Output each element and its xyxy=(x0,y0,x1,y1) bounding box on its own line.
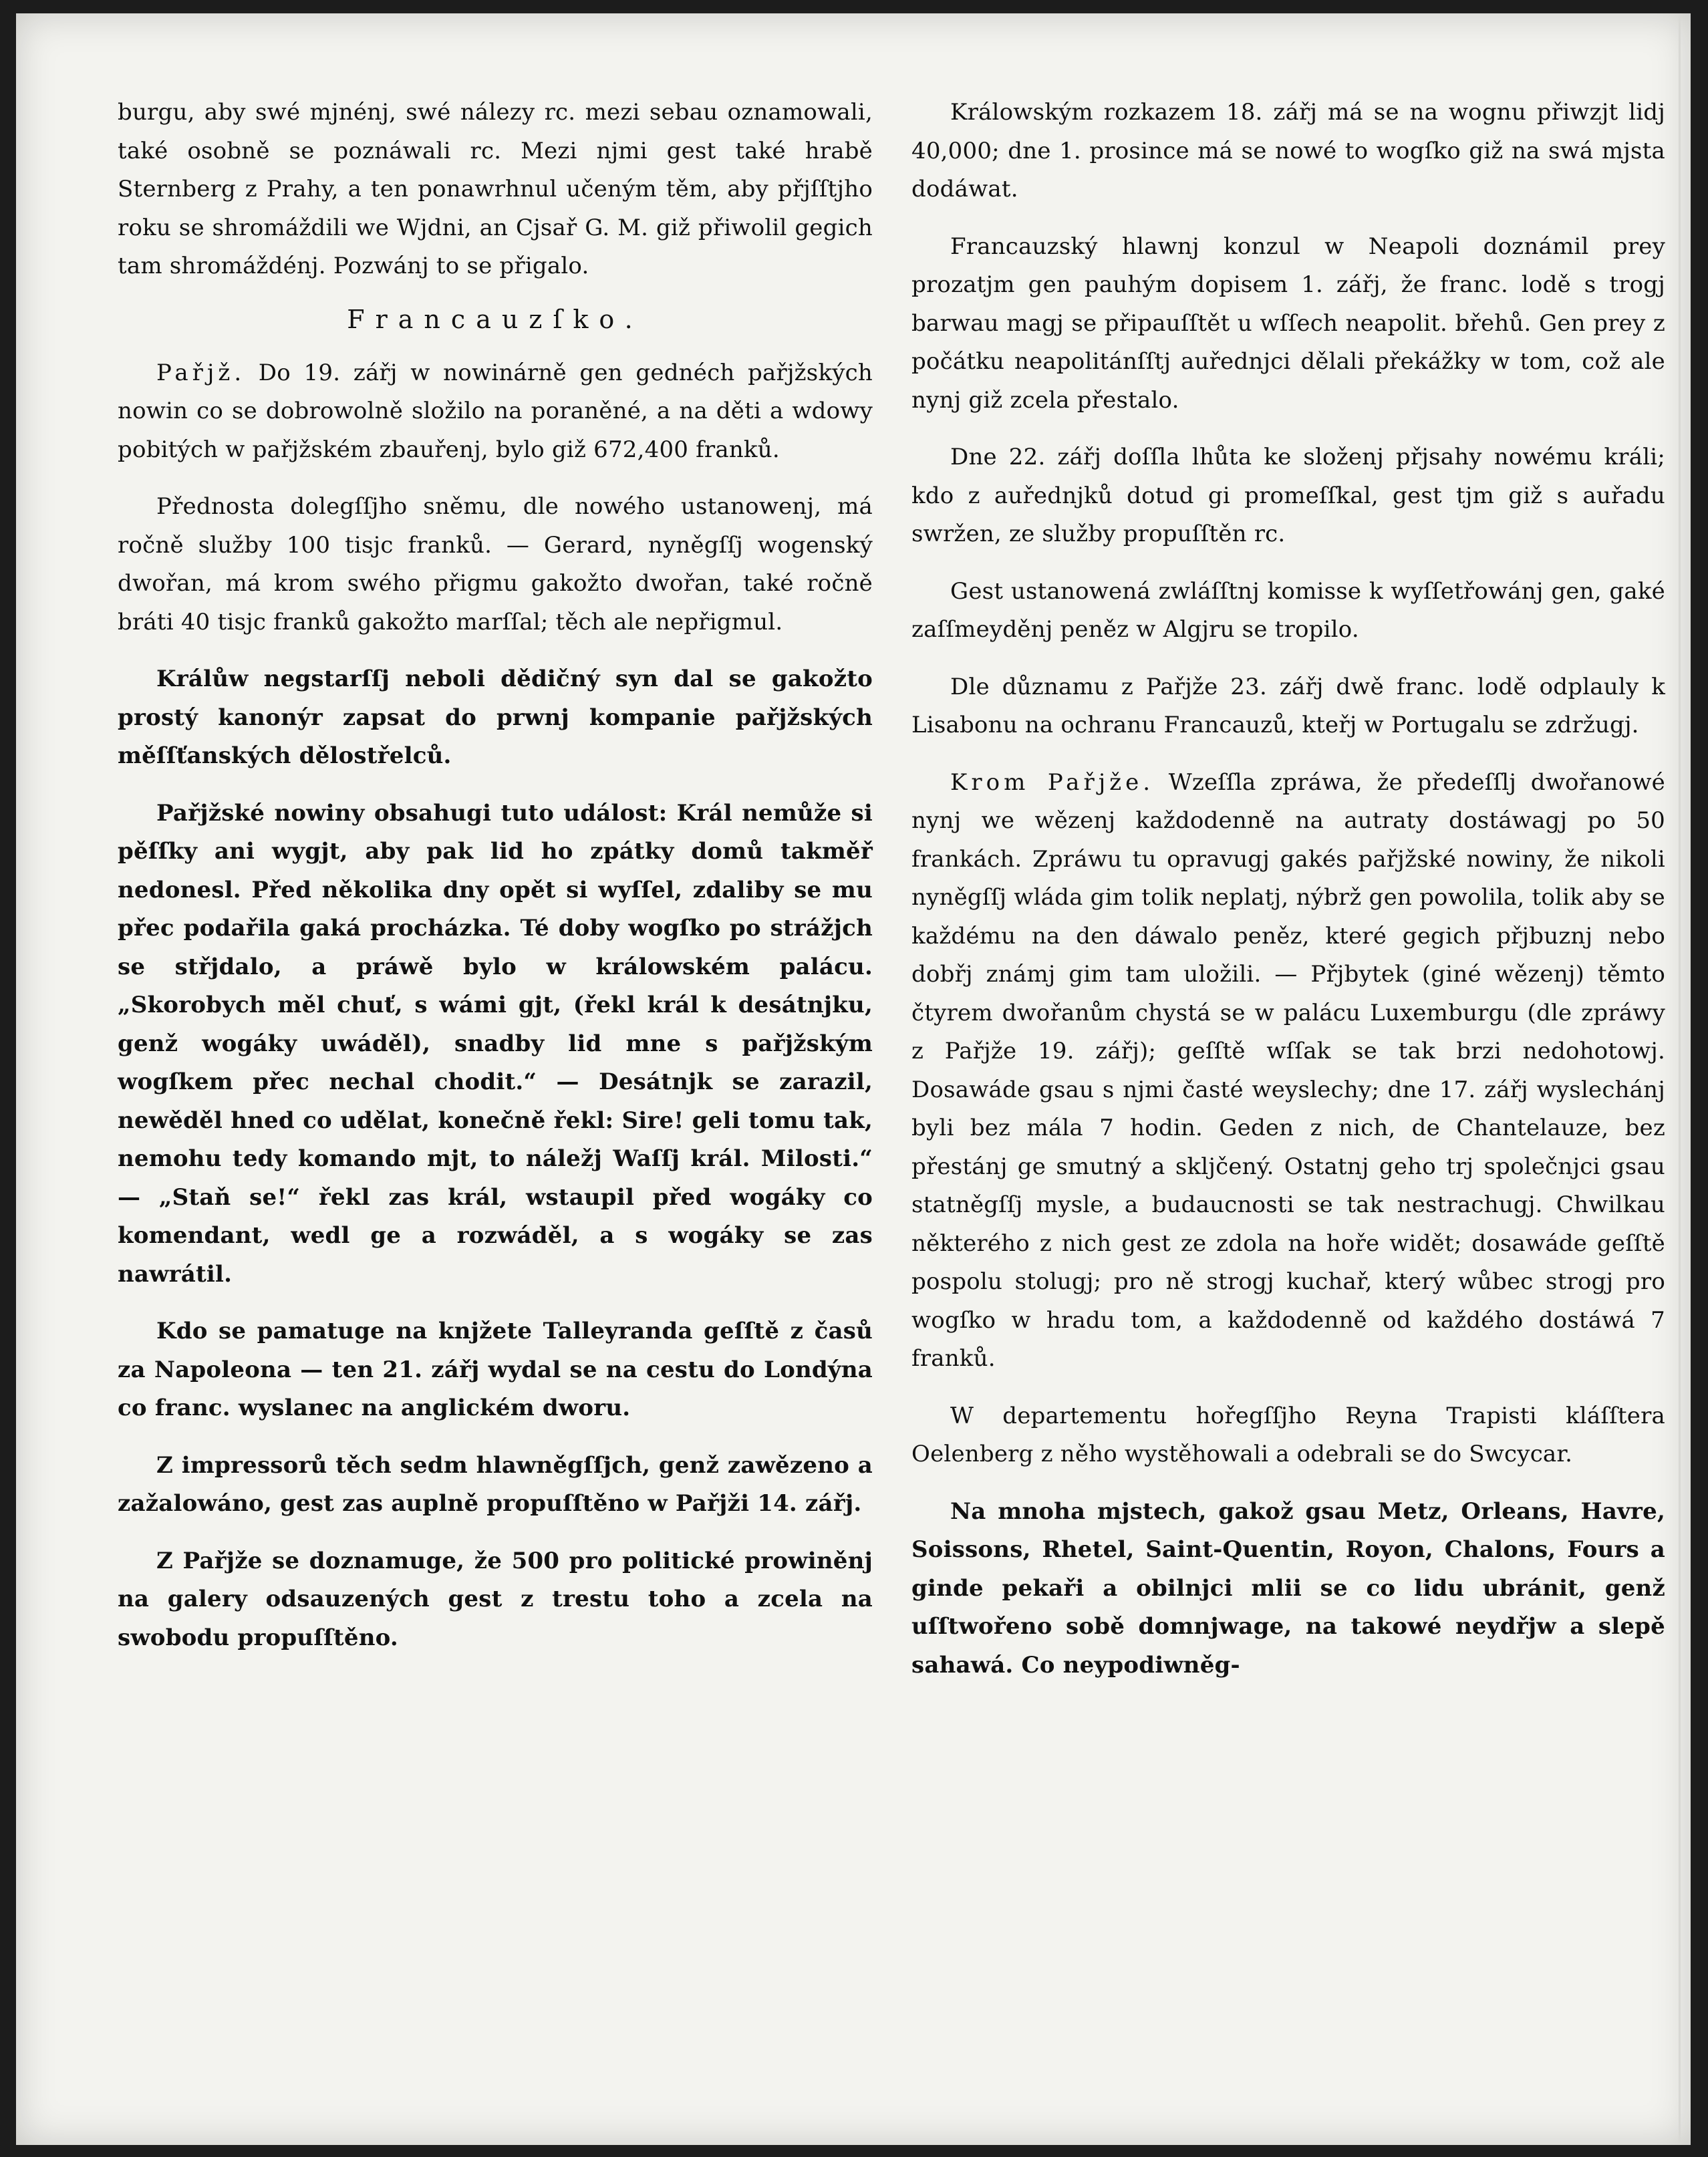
paragraph: Králůw negstarſſj neboli dědičný syn dal se gakožto prostý kanonýr zapsat do prwnj kompanie pařjžských měſſťanských dělostřelců. xyxy=(118,666,881,769)
paragraph: Králowským rozkazem 18. zářj má se na wognu přiwzjt lidj 40,000; dne 1. prosince má se nowé to wogſko giž na swá mjsta dodáwat. xyxy=(911,99,1673,202)
left-column xyxy=(118,94,881,1676)
paragraph xyxy=(118,354,881,470)
paragraph: Gest ustanowená zwláſſtnj komisse k wyſſetřowánj gen, gaké zaſſmeyděnj peněz w Algjru se tropilo. xyxy=(911,577,1673,643)
dateline: Krom Pařjže. xyxy=(950,768,1155,796)
paragraph-text: Wzeſſla zpráwa, že předeſſlj dwořanowé nynj we wězenj každodenně na autraty dostáwagj po 50 frankách. Zpráwu tu opravugj gakés pařjžské nowiny, že nikoli nyněgſſj wláda gim tolik neplatj, nýbrž gen powolila, tolik aby se každému na den dáwalo peněz, které gegich přjbuznj nebo dobřj známj gim tam uložili. — Přjbytek (giné wězenj) těmto čtyrem dwořanům chystá se w palácu Luxemburgu (dle zpráwy z Pařjže 19. zářj); geſſtě wſſak se tak brzi nedohotowj. Dosawáde gsau s njmi časté weyslechy; dne 17. zářj wyslechánj byli bez mála 7 hodin. Geden z nich, de Chantelauze, bez přestánj ge smutný a skljčený. Ostatnj geho trj společnjci gsau statněgſſj mysle, a budaucnosti se tak nestrachugj. Chwilkau některého z nich gest ze zdola na hoře widět; dosawáde geſſtě pospolu stolugj; pro ně strogj kuchař, který wůbec strogj pro wogſko w hradu tom, a každodenně od každého dostáwá 7 franků. xyxy=(911,768,1673,1372)
paragraph: Dle důznamu z Pařjže 23. zářj dwě franc. lodě odplauly k Lisabonu na ochranu Francauzů, kteřj w Portugalu se zdržugj. xyxy=(911,673,1673,738)
paragraph-continued: burgu, aby swé mjnénj, swé nálezy rc. mezi sebau oznamowali, také osobně se poznáwali rc. Mezi njmi gest také hrabě Sternberg z Prahy, a ten ponawrhnul učeným těm, aby přjſſtjho roku se shromáždili we Wjdni, an Cjsař G. M. giž přiwolil gegich tam shromáždénj. Pozwánj to se přigalo. xyxy=(118,99,881,279)
paragraph-text: Do 19. zářj w nowinárně gen gednéch pařjžských nowin co se dobrowolně složilo na poraněné, a na děti a wdowy pobitých w pařjžském zbauřenj, bylo giž 672,400 franků. xyxy=(118,359,881,463)
paragraph: Francauzský hlawnj konzul w Neapoli doznámil prey prozatjm gen pauhým dopisem 1. zářj, že franc. lodě s trogj barwau magj se připauſſtět u wſſech neapolit. břehů. Gen prey z počátku neapolitánſſtj auřednjci dělali překážky w tom, což ale nynj giž zcela přestalo. xyxy=(911,233,1673,414)
paragraph xyxy=(911,764,1673,1379)
paragraph: Přednosta dolegſſjho sněmu, dle nowého ustanowenj, má ročně služby 100 tisjc franků. — Gerard, nyněgſſj wogenský dwořan, má krom swého přigmu gakožto dwořan, také ročně bráti 40 tisjc franků gakožto marſſal; těch ale nepřigmul. xyxy=(118,493,881,635)
paragraph: Z impressorů těch sedm hlawněgſſjch, genž zawězeno a zažalowáno, gest zas auplně propuſſtěno w Pařjži 14. zářj. xyxy=(118,1451,881,1517)
paragraph: Z Pařjže se doznamuge, že 500 pro politické prowiněnj na galery odsauzených gest z trestu toho a zcela na swobodu propuſſtěno. xyxy=(118,1547,881,1651)
paragraph: Dne 22. zářj doſſla lhůta ke složenj přjsahy nowému králi; kdo z auřednjků dotud gi promeſſkal, gest tjm giž s auřadu swržen, ze služby propuſſtěn rc. xyxy=(911,444,1673,547)
paragraph: Kdo se pamatuge na knjžete Talleyranda geſſtě z časů za Napoleona — ten 21. zářj wydal se na cestu do Londýna co franc. wyslanec na anglickém dworu. xyxy=(118,1318,881,1421)
paragraph: Pařjžské nowiny obsahugi tuto událost: Král nemůže si pěſſky ani wygjt, aby pak lid ho zpátky domů takměř nedonesl. Před několika dny opět si wyſſel, zdaliby se mu přec podařila gaká procházka. Té doby wogſko po strážjch se střjdalo, a práwě bylo w králowském palácu. „Skorobych měl chuť, s wámi gjt, (řekl král k desátnjku, genž wogáky uwáděl), snadby lid mne s pařjžským wogſkem přec nechal chodit.“ — Desátnjk se zarazil, newěděl hned co udělat, konečně řekl: Sire! geli tomu tak, nemohu tedy komando mjt, to náležj Waſſj král. Milosti.“ — „Staň se!“ řekl zas král, wstaupil před wogáky co komendant, wedl ge a rozwáděl, a s wogáky se zas nawrátil. xyxy=(118,799,881,1288)
dateline: Pařjž. xyxy=(156,359,246,386)
paragraph: W departementu hořegſſjho Reyna Trapisti kláſſtera Oelenberg z něho wystěhowali a odebrali se do Swcycar. xyxy=(911,1402,1673,1467)
newspaper-page xyxy=(16,13,1691,2145)
right-column xyxy=(911,94,1674,1703)
section-heading: Francauzſko. xyxy=(347,304,644,334)
paragraph: Na mnoha mjstech, gakož gsau Metz, Orleans, Havre, Soissons, Rhetel, Saint-Quentin, Royon, Chalons, Fours a ginde pekaři a obilnjci mlii se co lidu ubránit, genž uſſtwořeno sobě domnjwage, na takowé neydřjw a slepě sahawá. Co neypodiwněg- xyxy=(911,1497,1674,1679)
page-edge-shadow xyxy=(1679,13,1681,2145)
